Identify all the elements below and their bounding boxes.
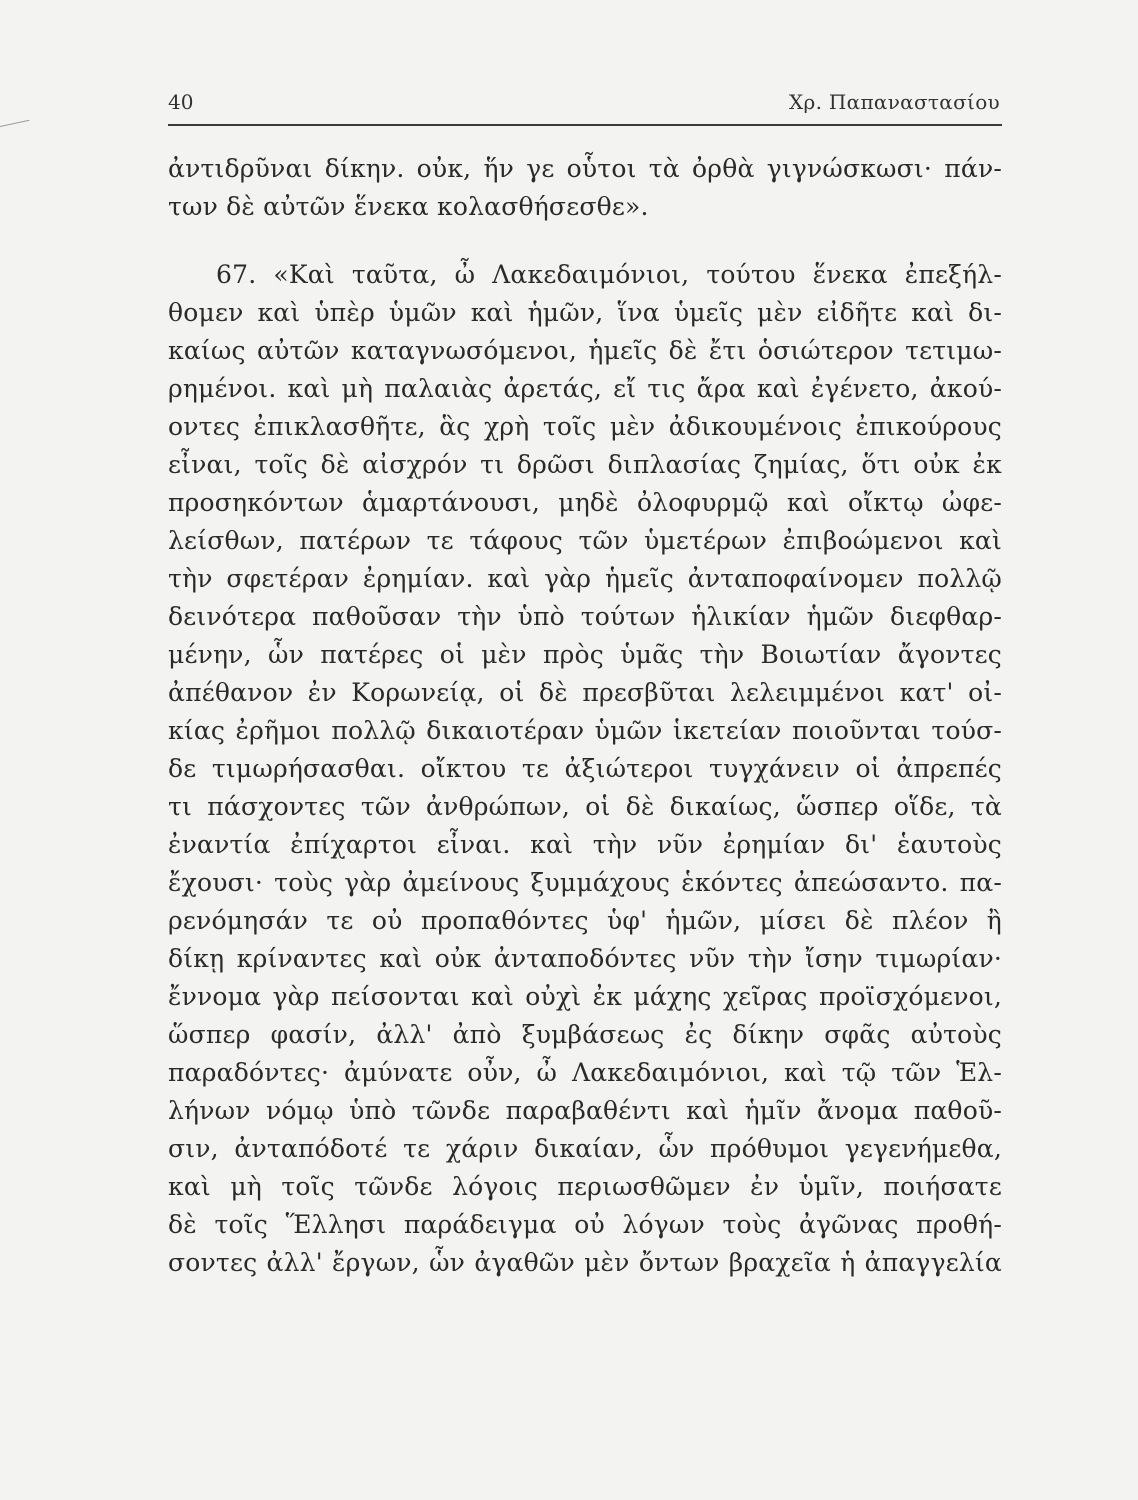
text-line: καίως αὐτῶν καταγνωσόμενοι, ἡμεῖς δὲ ἔτι ὁσιώτερον τετιμω-	[168, 336, 1002, 365]
header-rule	[168, 124, 1002, 126]
text-line: παραδόντες· ἀμύνατε οὖν, ὦ Λακεδαιμόνιοι, καὶ τῷ τῶν Ἑλ-	[168, 1058, 1002, 1087]
text-line: οντες ἐπικλασθῆτε, ἃς χρὴ τοῖς μὲν ἀδικουμένοις ἐπικούρους	[168, 412, 1002, 441]
page-header	[168, 88, 1000, 118]
paragraph	[168, 150, 1002, 226]
text-line: δὲ τοῖς Ἕλλησι παράδειγμα οὐ λόγων τοὺς ἀγῶνας προθή-	[168, 1210, 1002, 1239]
body-text	[168, 150, 1002, 1282]
text-line: ὥσπερ φασίν, ἀλλ' ἀπὸ ξυμβάσεως ἐς δίκην σφᾶς αὐτοὺς	[168, 1020, 1002, 1049]
text-line: ἀντιδρῦναι δίκην. οὐκ, ἥν γε οὗτοι τὰ ὀρθὰ γιγνώσκωσι· πάν-	[168, 154, 1002, 183]
text-line: σοντες ἀλλ' ἔργων, ὧν ἀγαθῶν μὲν ὄντων βραχεῖα ἡ ἀπαγγελία	[168, 1248, 1002, 1277]
text-line: σιν, ἀνταπόδοτέ τε χάριν δικαίαν, ὧν πρόθυμοι γεγενήμεθα,	[168, 1134, 1002, 1163]
text-line: ἀπέθανον ἐν Κορωνείᾳ, οἱ δὲ πρεσβῦται λελειμμένοι κατ' οἰ-	[168, 678, 1002, 707]
paragraph-gap	[168, 226, 1002, 256]
text-line: λείσθων, πατέρων τε τάφους τῶν ὑμετέρων ἐπιβοώμενοι καὶ	[168, 526, 1002, 555]
text-line: μένην, ὧν πατέρες οἱ μὲν πρὸς ὑμᾶς τὴν Βοιωτίαν ἄγοντες	[168, 640, 1002, 669]
text-line: 67. «Καὶ ταῦτα, ὦ Λακεδαιμόνιοι, τούτου ἕνεκα ἐπεξήλ-	[216, 260, 1002, 289]
text-line: εἶναι, τοῖς δὲ αἰσχρόν τι δρῶσι διπλασίας ζημίας, ὅτι οὐκ ἐκ	[168, 450, 1002, 479]
text-line: κίας ἐρῆμοι πολλῷ δικαιοτέραν ὑμῶν ἱκετείαν ποιοῦνται τούσ-	[168, 716, 1002, 745]
text-line: καὶ μὴ τοῖς τῶνδε λόγοις περιωσθῶμεν ἐν ὑμῖν, ποιήσατε	[168, 1172, 1002, 1201]
margin-scan-mark	[0, 120, 29, 127]
text-line: τι πάσχοντες τῶν ἀνθρώπων, οἱ δὲ δικαίως, ὥσπερ οἵδε, τὰ	[168, 792, 1002, 821]
text-line: των δὲ αὐτῶν ἕνεκα κολασθήσεσθε».	[168, 192, 649, 221]
text-line: θομεν καὶ ὑπὲρ ὑμῶν καὶ ἡμῶν, ἵνα ὑμεῖς μὲν εἰδῆτε καὶ δι-	[168, 298, 1002, 327]
text-line: ἔχουσι· τοὺς γὰρ ἀμείνους ξυμμάχους ἑκόντες ἀπεώσαντο. πα-	[168, 868, 1002, 897]
text-line: δίκῃ κρίναντες καὶ οὐκ ἀνταποδόντες νῦν τὴν ἴσην τιμωρίαν·	[168, 944, 1002, 973]
text-line: προσηκόντων ἁμαρτάνουσι, μηδὲ ὀλοφυρμῷ καὶ οἴκτῳ ὠφε-	[168, 488, 1002, 517]
text-line: τὴν σφετέραν ἐρημίαν. καὶ γὰρ ἡμεῖς ἀνταποφαίνομεν πολλῷ	[168, 564, 1002, 593]
text-line: ἔννομα γὰρ πείσονται καὶ οὐχὶ ἐκ μάχης χεῖρας προϊσχόμενοι,	[168, 982, 1002, 1011]
text-line: ρενόμησάν τε οὐ προπαθόντες ὑφ' ἡμῶν, μίσει δὲ πλέον ἢ	[168, 906, 1002, 935]
text-line: ἐναντία ἐπίχαρτοι εἶναι. καὶ τὴν νῦν ἐρημίαν δι' ἑαυτοὺς	[168, 830, 1002, 859]
text-line: λήνων νόμῳ ὑπὸ τῶνδε παραβαθέντι καὶ ἡμῖν ἄνομα παθοῦ-	[168, 1096, 1002, 1125]
paragraph	[168, 256, 1002, 1282]
page-number: 40	[168, 90, 194, 114]
running-head: Χρ. Παπαναστασίου	[789, 90, 1000, 114]
text-line: δεινότερα παθοῦσαν τὴν ὑπὸ τούτων ἡλικίαν ἡμῶν διεφθαρ-	[168, 602, 1002, 631]
text-line: δε τιμωρήσασθαι. οἴκτου τε ἀξιώτεροι τυγχάνειν οἱ ἀπρεπές	[168, 754, 1002, 783]
text-line: ρημένοι. καὶ μὴ παλαιὰς ἀρετάς, εἴ τις ἄρα καὶ ἐγένετο, ἀκού-	[168, 374, 1002, 403]
